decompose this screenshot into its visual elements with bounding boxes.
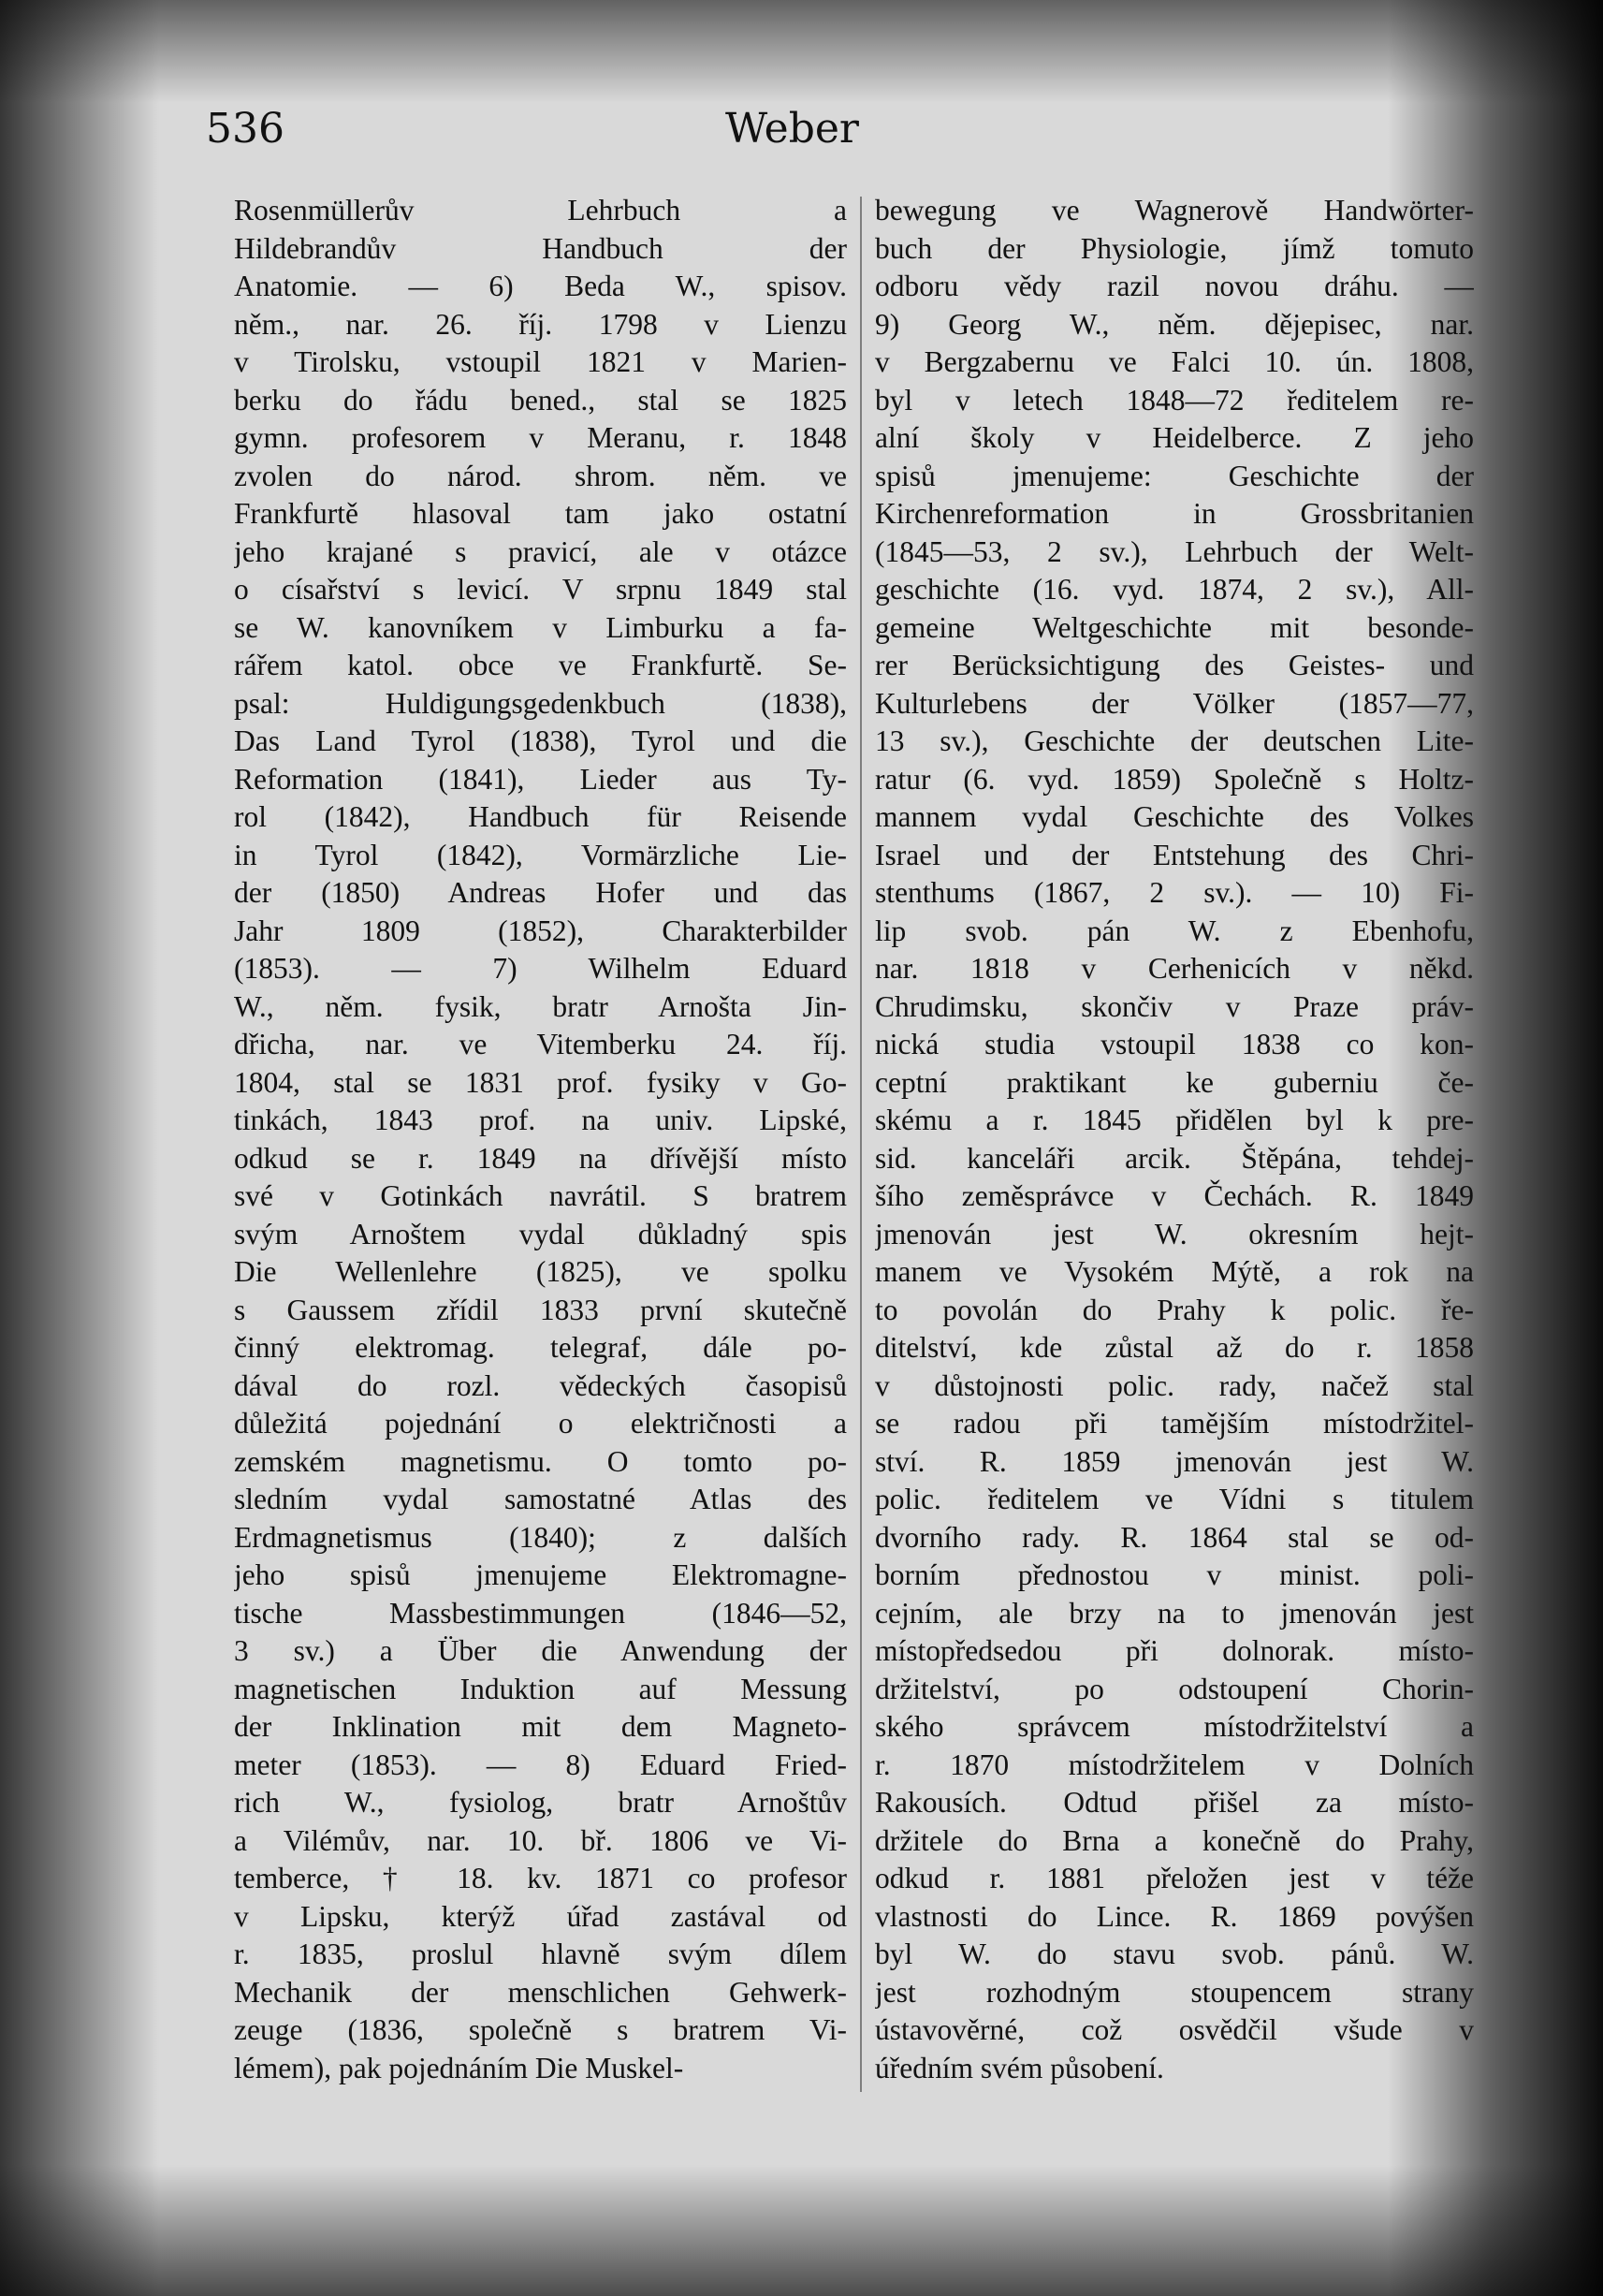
right-column-line: odkud r. 1881 přeložen jest v téže [875,1862,1474,1894]
right-column-line: šího zeměsprávce v Čechách. R. 1849 [875,1179,1474,1212]
right-column-line: ditelství, kde zůstal až do r. 1858 [875,1331,1474,1364]
right-column-line: ratur (6. vyd. 1859) Společně s Holtz- [875,762,1474,796]
right-column-line: rer Berücksichtigung des Geistes- und [875,649,1474,681]
left-column-line: gymn. profesorem v Meranu, r. 1848 [234,421,847,454]
right-column-line: borním přednostou v minist. poli- [875,1558,1474,1591]
left-column-line: Hildebrandův Handbuch der [234,231,847,265]
left-column-line: rářem katol. obce ve Frankfurtě. Se- [234,649,847,681]
left-column-line: rich W., fysiolog, bratr Arnoštův [234,1786,847,1819]
page-number: 536 [206,105,284,153]
left-column-line: jeho spisů jmenujeme Elektromagne- [234,1558,847,1591]
right-column-line: buch der Physiologie, jímž tomuto [875,231,1474,265]
running-head: Weber [725,105,859,153]
right-column-line: ceptní praktikant ke guberniu če- [875,1065,1474,1099]
left-column-line: Die Wellenlehre (1825), ve spolku [234,1255,847,1288]
right-column-line: Rakousích. Odtud přišel za místo- [875,1786,1474,1819]
left-column-line: der Inklination mit dem Magneto- [234,1710,847,1743]
right-column-line: to povolán do Prahy k polic. ře- [875,1293,1474,1326]
left-column-line: rol (1842), Handbuch für Reisende [234,800,847,833]
right-column-line: 9) Georg W., něm. dějepisec, nar. [875,307,1474,341]
left-column-line: Mechanik der menschlichen Gehwerk- [234,1975,847,2009]
left-column-line: W., něm. fysik, bratr Arnošta Jin- [234,989,847,1023]
left-column-line: zvolen do národ. shrom. něm. ve [234,459,847,492]
left-column-line: v Tirolsku, vstoupil 1821 v Marien- [234,345,847,378]
right-column-line: Kirchenreformation in Grossbritanien [875,497,1474,530]
left-column-line: r. 1835, proslul hlavně svým dílem [234,1938,847,1970]
right-column-line: stenthums (1867, 2 sv.). — 10) Fi- [875,876,1474,909]
left-column-line: s Gaussem zřídil 1833 první skutečně [234,1293,847,1326]
left-column-line: Reformation (1841), Lieder aus Ty- [234,762,847,796]
right-column-line: ústavověrné, což osvědčil všude v [875,2013,1474,2046]
right-column-line: nická studia vstoupil 1838 co kon- [875,1028,1474,1060]
left-column-line: se W. kanovníkem v Limburku a fa- [234,610,847,644]
left-column-line: Anatomie. — 6) Beda W., spisov. [234,270,847,302]
right-column-line: držitele do Brna a konečně do Prahy, [875,1823,1474,1857]
left-column-line: jeho krajané s pravicí, ale v otázce [234,534,847,568]
left-column-line: sledním vydal samostatné Atlas des [234,1483,847,1515]
right-column-line: skému a r. 1845 přidělen byl k pre- [875,1104,1474,1136]
right-column-line: ství. R. 1859 jmenován jest W. [875,1444,1474,1478]
right-column-line: r. 1870 místodržitelem v Dolních [875,1748,1474,1781]
left-column-line: tinkách, 1843 prof. na univ. Lipské, [234,1104,847,1136]
left-column-line: 1804, stal se 1831 prof. fysiky v Go- [234,1065,847,1099]
left-column-line: Das Land Tyrol (1838), Tyrol und die [234,724,847,757]
right-column-line: mannem vydal Geschichte des Volkes [875,800,1474,833]
left-column-line: odkud se r. 1849 na dřívější místo [234,1141,847,1175]
right-column-line: odboru vědy razil novou dráhu. — [875,270,1474,302]
left-column-line: něm., nar. 26. říj. 1798 v Lienzu [234,307,847,341]
right-column-line: lip svob. pán W. z Ebenhofu, [875,914,1474,947]
right-column-line: manem ve Vysokém Mýtě, a rok na [875,1255,1474,1288]
right-column-line: spisů jmenujeme: Geschichte der [875,459,1474,492]
right-column-line: jest rozhodným stoupencem strany [875,1975,1474,2009]
right-column-line: bewegung ve Wagnerově Handwörter- [875,194,1474,227]
left-column-line: dával do rozl. vědeckých časopisů [234,1368,847,1402]
left-column-line: Rosenmüllerův Lehrbuch a [234,194,847,227]
right-column-line: Israel und der Entstehung des Chri- [875,838,1474,871]
right-column-line: byl v letech 1848—72 ředitelem re- [875,383,1474,417]
right-column-line: Kulturlebens der Völker (1857—77, [875,686,1474,720]
left-column-line: in Tyrol (1842), Vormärzliche Lie- [234,838,847,871]
right-column-line: sid. kanceláři arcik. Štěpána, tehdej- [875,1141,1474,1175]
right-column-line: v důstojnosti polic. rady, načež stal [875,1368,1474,1402]
left-column-line: dřicha, nar. ve Vitemberku 24. říj. [234,1028,847,1060]
right-column-line: jmenován jest W. okresním hejt- [875,1217,1474,1250]
left-column-line: důležitá pojednání o električnosti a [234,1407,847,1440]
left-column-line: zeuge (1836, společně s bratrem Vi- [234,2013,847,2046]
right-column-line: cejním, ale brzy na to jmenován jest [875,1596,1474,1630]
right-column-line: 13 sv.), Geschichte der deutschen Lite- [875,724,1474,757]
left-column-line: o císařství s levicí. V srpnu 1849 stal [234,573,847,606]
left-column-line: Frankfurtě hlasoval tam jako ostatní [234,497,847,530]
left-column-line: lémem), pak pojednáním Die Muskel- [234,2051,684,2084]
left-column-line: v Lipsku, kterýž úřad zastával od [234,1899,847,1933]
left-column-line: temberce, † 18. kv. 1871 co profesor [234,1862,847,1894]
left-column-line: svým Arnoštem vydal důkladný spis [234,1217,847,1250]
left-column-line: meter (1853). — 8) Eduard Fried- [234,1748,847,1781]
right-column-line: ského správcem místodržitelství a [875,1710,1474,1743]
right-column-line: místopředsedou při dolnorak. místo- [875,1634,1474,1667]
left-column-line: zemském magnetismu. O tomto po- [234,1444,847,1478]
right-column-line: vlastnosti do Lince. R. 1869 povýšen [875,1899,1474,1933]
left-column-line: der (1850) Andreas Hofer und das [234,876,847,909]
left-column [234,192,847,2087]
right-column-line: dvorního rady. R. 1864 stal se od- [875,1520,1474,1554]
right-column-line: geschichte (16. vyd. 1874, 2 sv.), All- [875,573,1474,606]
right-column-line: se radou při tamějším místodržitel- [875,1407,1474,1440]
right-column [875,192,1474,2087]
left-column-line: činný elektromag. telegraf, dále po- [234,1331,847,1364]
left-column-line: psal: Huldigungsgedenkbuch (1838), [234,686,847,720]
left-column-line: tische Massbestimmungen (1846—52, [234,1596,847,1630]
left-column-line: (1853). — 7) Wilhelm Eduard [234,952,847,985]
right-column-line: držitelství, po odstoupení Chorin- [875,1672,1474,1705]
left-column-line: berku do řádu bened., stal se 1825 [234,383,847,417]
right-column-line: nar. 1818 v Cerhenicích v někd. [875,952,1474,985]
right-column-line: v Bergzabernu ve Falci 10. ún. 1808, [875,345,1474,378]
left-column-line: magnetischen Induktion auf Messung [234,1672,847,1705]
right-column-line: polic. ředitelem ve Vídni s titulem [875,1483,1474,1515]
left-column-line: Erdmagnetismus (1840); z dalších [234,1520,847,1554]
right-column-line: (1845—53, 2 sv.), Lehrbuch der Welt- [875,534,1474,568]
right-column-line: byl W. do stavu svob. pánů. W. [875,1938,1474,1970]
right-column-line: Chrudimsku, skončiv v Praze práv- [875,989,1474,1023]
left-column-line: 3 sv.) a Über die Anwendung der [234,1634,847,1667]
right-column-line: alní školy v Heidelberce. Z jeho [875,421,1474,454]
column-divider [860,197,862,2092]
left-column-line: své v Gotinkách navrátil. S bratrem [234,1179,847,1212]
left-column-line: a Vilémův, nar. 10. bř. 1806 ve Vi- [234,1823,847,1857]
right-column-line: gemeine Weltgeschichte mit besonde- [875,610,1474,644]
left-column-line: Jahr 1809 (1852), Charakterbilder [234,914,847,947]
right-column-line: úředním svém působení. [875,2051,1164,2084]
